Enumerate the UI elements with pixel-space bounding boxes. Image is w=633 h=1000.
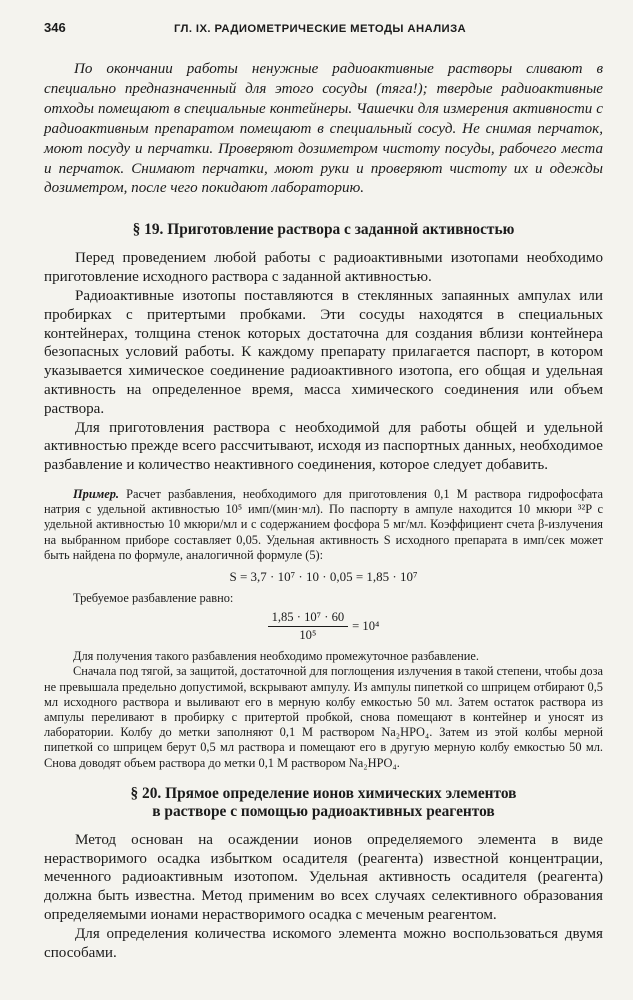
dilution-formula	[44, 610, 603, 643]
example-paragraph	[44, 487, 603, 563]
example-note: Для получения такого разбавления необходимо промежуточное разбавление.	[73, 649, 480, 664]
section-20-title-line1: § 20. Прямое определение ионов химических элементов	[130, 784, 517, 802]
fraction-numerator: 1,85 · 10⁷ · 60	[268, 610, 349, 627]
section-19-body	[44, 249, 603, 475]
section-20-body	[44, 831, 603, 963]
formula-s: S = 3,7 · 10⁷ · 10 · 0,05 = 1,85 · 10⁷	[229, 568, 418, 584]
paragraph: Для определения количества искомого элемента можно воспользоваться двумя способами.	[44, 925, 603, 961]
running-head: ГЛ. IX. РАДИОМЕТРИЧЕСКИЕ МЕТОДЫ АНАЛИЗА	[174, 23, 467, 35]
example-text: Расчет разбавления, необходимого для приготовления 0,1 М раствора гидрофосфата натрия с удельной активностью 10⁵ имп/(мин·мл). По паспорту в ампуле находится 10 мкюри ³²P с удельной активностью 10 мкюри/мл и с содержанием фосфора 5 мг/мл. Коэффициент счета β-излучения на выбранном приборе составляет 0,05. Удельная активность S исходного препарата в имп/сек может быть найдена по формуле, аналогичной формуле (5):	[44, 486, 603, 562]
fraction	[268, 610, 349, 643]
section-19-title: § 19. Приготовление раствора с заданной активностью	[132, 221, 515, 239]
page-number: 346	[44, 20, 66, 35]
paragraph: Для приготовления раствора с необходимой для работы общей и удельной активностью прежде всего рассчитывают, исходя из паспортных данных, необходимое разбавление и количество неактивного соединения, которое следует добавить.	[44, 419, 603, 474]
section-20-title-line2: в растворе с помощью радиоактивных реагентов	[152, 802, 495, 820]
paragraph: Радиоактивные изотопы поставляются в стеклянных запаянных ампулах или пробирках с притертыми пробками. Эти сосуды находятся в специальных контейнерах, толщина стенок которых достаточна для создания вблизи контейнера безопасных условий работы. К каждому препарату прилагается паспорт, в котором указывается химическое соединение радиоактивного изотопа, его общая и удельная активность на определенное время, масса химического соединения или объем раствора.	[44, 287, 603, 417]
example-procedure: Сначала под тягой, за защитой, достаточной для поглощения излучения в такой степени, чтобы доза не превышала предельно допустимой, вскрывают ампулу. Из ампулы пипеткой со шприцем отбирают 0,5 мл исходного раствора и выливают его в мерную колбу емкостью 50 мл. Затем остаток раствора из ампулы переливают в пробирку с притертой пробкой, снова помещают в контейнер и уносят из лаборатории. Колбу до метки заполняют 0,1 М раствором Na₂HPO₄. Затем из этой колбы мерной пипеткой со шприцем берут 0,5 мл раствора и помещают его в другую мерную колбу емкостью 50 мл. Снова доводят объем раствора до метки 0,1 М раствором Na₂HPO₄.	[44, 664, 603, 770]
fraction-denominator: 10⁵	[299, 628, 317, 643]
paragraph: Перед проведением любой работы с радиоактивными изотопами необходимо приготовление исходного раствора с заданной активностью.	[44, 250, 603, 286]
fraction-result: = 10⁴	[352, 619, 380, 634]
section-20-title	[44, 785, 603, 821]
paragraph: Метод основан на осаждении ионов определяемого элемента в виде нерастворимого осадка избытком осадителя (реагента) известной концентрации, меченного радиоактивным изотопом. Удельная активность осадителя (реагента) должна быть известна. Метод применим во всех случаях селективного образования определяемыми ионами нерастворимого осадка с меченым реагентом.	[44, 831, 603, 923]
page-header	[44, 20, 603, 42]
dilution-label: Требуемое разбавление равно:	[73, 590, 234, 605]
intro-paragraph: По окончании работы ненужные радиоактивные растворы сливают в специально предназначенный для этого сосуды (тяга!); твердые радиоактивные отходы помещают в специальные контейнеры. Чашечки для измерения активности с радиоактивным препаратом помещают в специальный сосуд. Не снимая перчаток, моют посуду и перчатки. Проверяют дозиметром чистоту посуды, рабочего места и перчаток. Снимают перчатки, моют руки и проверяют чистоту их и одежды дозиметром, после чего покидают лабораторию.	[44, 61, 603, 197]
example-label: Пример.	[73, 486, 120, 501]
